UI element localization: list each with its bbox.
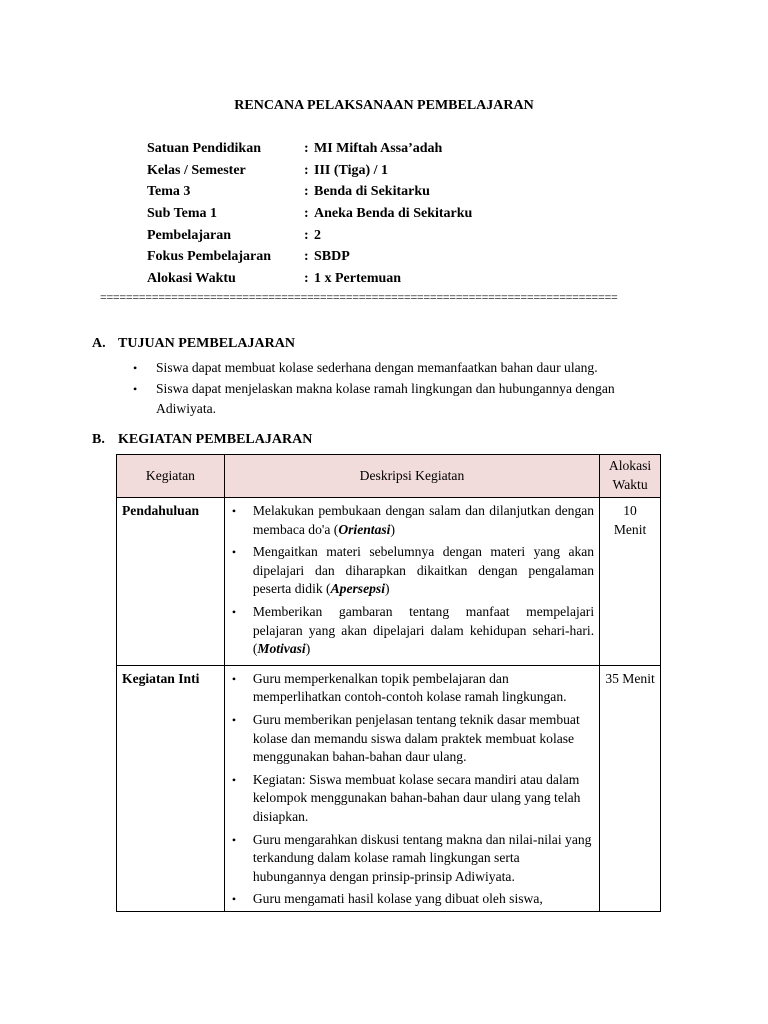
table-row (117, 498, 661, 666)
list-item (230, 890, 594, 909)
description-text (253, 543, 594, 599)
info-label: Satuan Pendidikan (147, 141, 261, 156)
description-main: Memberikan gambaran tentang manfaat mempelajari pelajaran yang akan dipelajari dalam kehidupan sehari-hari. ( (252, 603, 595, 657)
goal-text: Siswa dapat menjelaskan makna kolase ramah lingkungan dan hubungannya dengan Adiwiyata. (156, 380, 615, 416)
info-label: Sub Tema 1 (147, 206, 218, 222)
list-item (133, 379, 673, 420)
list-item (230, 771, 594, 827)
time-cell (600, 665, 661, 911)
info-label: Alokasi Waktu (147, 271, 236, 287)
description-text (253, 502, 594, 539)
bullet-icon: • (231, 832, 237, 847)
separator-line: ================================================================================ (100, 290, 618, 304)
info-label: Fokus Pembelajaran (147, 249, 272, 265)
info-row (147, 270, 472, 292)
description-emphasis: Apersepsi (330, 581, 385, 597)
list-item (230, 711, 594, 767)
bullet-icon: • (231, 671, 237, 686)
description-cell (224, 665, 599, 911)
time-line2: Menit (613, 521, 647, 537)
info-colon: : (304, 249, 309, 265)
bullet-icon: • (231, 504, 237, 518)
header-time (600, 455, 661, 498)
list-item (133, 358, 673, 379)
info-label: Pembelajaran (147, 227, 231, 243)
section-letter: A. (92, 336, 106, 351)
info-row (147, 162, 472, 184)
description-cell (224, 498, 599, 666)
activity-cell: Kegiatan Inti (117, 665, 225, 911)
info-colon: : (304, 162, 309, 178)
header-time-line2: Waktu (612, 477, 648, 492)
bullet-icon: • (133, 381, 138, 396)
bullet-icon: • (231, 545, 237, 560)
info-row (147, 140, 472, 162)
time-line1: 35 Menit (605, 670, 655, 686)
info-value: 1 x Pertemuan (314, 271, 402, 287)
table-row (117, 665, 661, 911)
info-row (147, 183, 472, 205)
description-main: Melakukan pembukaan dengan salam dan dilanjutkan dengan membaca do'a ( (252, 503, 595, 537)
list-item (230, 502, 594, 539)
time-line1: 10 (623, 503, 637, 518)
bullet-icon: • (231, 604, 237, 619)
info-value: SBDP (314, 249, 350, 265)
identity-block (147, 140, 472, 292)
info-colon: : (304, 227, 309, 243)
description-text: Kegiatan: Siswa membuat kolase secara mandiri atau dalam kelompok menggunakan bahan-bahan daur ulang yang telah disiapkan. (252, 771, 581, 824)
info-value: III (Tiga) / 1 (314, 162, 389, 178)
header-activity: Kegiatan (117, 455, 225, 498)
description-tail: ) (305, 641, 311, 657)
description-main: Mengaitkan materi sebelumnya dengan materi yang akan dipelajari dan diharapkan dikaitkan dengan pengalaman peserta didik ( (252, 544, 595, 597)
header-time-line1: Alokasi (608, 458, 652, 474)
description-text (253, 603, 594, 659)
info-label: Tema 3 (147, 184, 191, 200)
info-row (147, 227, 472, 249)
info-value: 2 (314, 227, 321, 243)
info-value: MI Miftah Assa’adah (314, 141, 443, 156)
bullet-icon: • (231, 712, 237, 727)
list-item (230, 543, 594, 599)
list-item (230, 831, 594, 887)
description-text: Guru mengarahkan diskusi tentang makna dan nilai-nilai yang terkandung dalam kolase ramah lingkungan serta hubungannya dengan prinsip-prinsip Adiwiyata. (252, 831, 592, 884)
info-row (147, 248, 472, 270)
description-text: Guru memperkenalkan topik pembelajaran dan memperlihatkan contoh-contoh kolase ramah lingkungan. (252, 670, 567, 705)
description-tail: ) (384, 581, 390, 597)
activity-table (116, 454, 661, 912)
description-emphasis: Orientasi (338, 521, 391, 537)
table-header-row (117, 455, 661, 498)
goal-text: Siswa dapat membuat kolase sederhana dengan memanfaatkan bahan daur ulang. (156, 360, 598, 375)
section-b-heading (92, 431, 312, 449)
description-tail: ) (390, 521, 395, 537)
goals-list (133, 358, 673, 420)
info-colon: : (304, 271, 309, 287)
document-title: RENCANA PELAKSANAAN PEMBELAJARAN (234, 98, 534, 113)
info-colon: : (304, 141, 309, 156)
bullet-icon: • (133, 361, 138, 375)
info-label: Kelas / Semester (147, 162, 246, 178)
bullet-icon: • (231, 772, 237, 787)
info-row (147, 205, 472, 227)
section-a-heading (92, 335, 295, 353)
description-text: Guru mengamati hasil kolase yang dibuat oleh siswa, (252, 891, 543, 907)
section-title: KEGIATAN PEMBELAJARAN (118, 432, 313, 447)
list-item (230, 603, 594, 659)
info-value: Aneka Benda di Sekitarku (314, 206, 473, 222)
list-item (230, 670, 594, 707)
description-text: Guru memberikan penjelasan tentang teknik dasar membuat kolase dan memandu siswa dalam praktek membuat kolase menggunakan bahan-bahan daur ulang. (252, 711, 580, 765)
description-emphasis: Motivasi (257, 641, 306, 657)
section-letter: B. (92, 432, 105, 447)
info-colon: : (304, 206, 309, 222)
section-title: TUJUAN PEMBELAJARAN (118, 336, 295, 351)
info-colon: : (304, 184, 309, 200)
bullet-icon: • (231, 892, 237, 907)
activity-cell: Pendahuluan (117, 498, 225, 666)
info-value: Benda di Sekitarku (314, 184, 430, 200)
time-cell (600, 498, 661, 666)
header-description: Deskripsi Kegiatan (224, 455, 599, 498)
